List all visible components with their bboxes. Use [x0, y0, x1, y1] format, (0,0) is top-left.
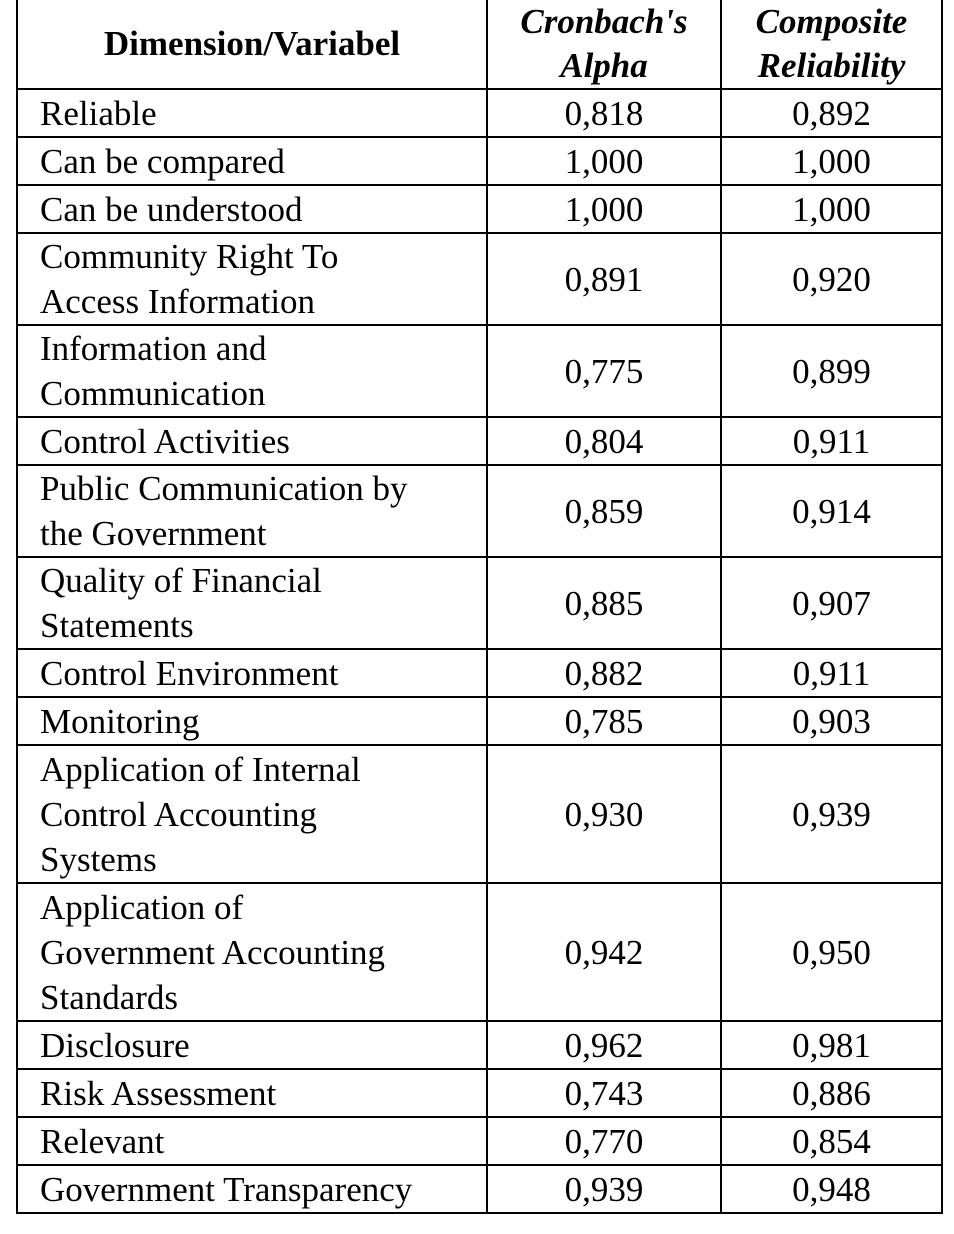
dimension-cell	[17, 1117, 487, 1165]
composite-reliability-value: 0,899	[721, 325, 942, 417]
table-row	[17, 697, 942, 745]
table-body	[17, 89, 942, 1213]
composite-reliability-value: 0,903	[721, 697, 942, 745]
cronbachs-alpha-value: 0,885	[487, 557, 721, 649]
header-cronbachs-alpha	[487, 0, 721, 89]
dimension-cell	[17, 185, 487, 233]
cronbachs-alpha-value: 0,770	[487, 1117, 721, 1165]
table-row	[17, 89, 942, 137]
composite-reliability-value: 0,948	[721, 1165, 942, 1213]
header-alpha-line-1: Cronbach's	[520, 2, 688, 41]
table-row	[17, 233, 942, 325]
reliability-table	[16, 0, 943, 1214]
cronbachs-alpha-value: 0,785	[487, 697, 721, 745]
cronbachs-alpha-value: 1,000	[487, 137, 721, 185]
dimension-label: Community Right To	[40, 237, 339, 276]
composite-reliability-value: 0,981	[721, 1021, 942, 1069]
composite-reliability-value: 0,920	[721, 233, 942, 325]
dimension-label: Standards	[40, 977, 179, 1017]
dimension-cell	[17, 417, 487, 465]
dimension-cell	[17, 697, 487, 745]
table-row	[17, 417, 942, 465]
dimension-label: Government Transparency	[40, 1169, 413, 1209]
dimension-cell	[17, 883, 487, 1021]
cronbachs-alpha-value: 0,818	[487, 89, 721, 137]
composite-reliability-value: 0,854	[721, 1117, 942, 1165]
dimension-label: Access Information	[40, 282, 316, 321]
table-row	[17, 1069, 942, 1117]
composite-reliability-value: 0,892	[721, 89, 942, 137]
header-composite-reliability	[721, 0, 942, 89]
cronbachs-alpha-value: 1,000	[487, 185, 721, 233]
table-header	[17, 0, 942, 89]
composite-reliability-value: 0,914	[721, 465, 942, 557]
dimension-label: Application of	[40, 887, 244, 927]
dimension-label: Can be compared	[40, 141, 285, 181]
composite-reliability-value: 1,000	[721, 137, 942, 185]
dimension-label: Systems	[40, 839, 157, 879]
table-row	[17, 1165, 942, 1213]
cronbachs-alpha-value: 0,962	[487, 1021, 721, 1069]
table-row	[17, 557, 942, 649]
dimension-cell	[17, 89, 487, 137]
header-composite-line-1: Composite	[755, 2, 908, 41]
dimension-label: Control Activities	[40, 421, 290, 461]
dimension-label: Government Accounting	[40, 932, 386, 972]
dimension-label: Monitoring	[40, 701, 200, 741]
cronbachs-alpha-value: 0,930	[487, 745, 721, 883]
cronbachs-alpha-value: 0,942	[487, 883, 721, 1021]
dimension-cell	[17, 745, 487, 883]
header-composite-line-2: Reliability	[757, 46, 906, 85]
dimension-label: Disclosure	[40, 1025, 190, 1065]
table-row	[17, 1117, 942, 1165]
cronbachs-alpha-value: 0,743	[487, 1069, 721, 1117]
dimension-label: Public Communication by	[40, 469, 408, 508]
cronbachs-alpha-value: 0,882	[487, 649, 721, 697]
dimension-cell	[17, 649, 487, 697]
header-dimension-label: Dimension/Variabel	[103, 24, 401, 63]
dimension-label: Information and	[40, 329, 267, 368]
composite-reliability-value: 0,907	[721, 557, 942, 649]
dimension-label: Control Environment	[40, 653, 339, 693]
dimension-cell	[17, 1165, 487, 1213]
cronbachs-alpha-value: 0,859	[487, 465, 721, 557]
dimension-cell	[17, 1021, 487, 1069]
table-row	[17, 1021, 942, 1069]
table-row	[17, 185, 942, 233]
dimension-label: Can be understood	[40, 189, 303, 229]
composite-reliability-value: 0,911	[721, 417, 942, 465]
dimension-label: Risk Assessment	[40, 1073, 277, 1113]
dimension-cell	[17, 233, 487, 325]
dimension-label: Statements	[40, 606, 194, 645]
dimension-label: Relevant	[40, 1121, 165, 1161]
dimension-cell	[17, 557, 487, 649]
composite-reliability-value: 0,939	[721, 745, 942, 883]
dimension-label: Control Accounting	[40, 794, 318, 834]
composite-reliability-value: 1,000	[721, 185, 942, 233]
dimension-label: Reliable	[40, 93, 157, 133]
dimension-label: Quality of Financial	[40, 561, 322, 600]
cronbachs-alpha-value: 0,804	[487, 417, 721, 465]
dimension-label: Application of Internal	[40, 749, 361, 789]
dimension-label: Communication	[40, 374, 266, 413]
composite-reliability-value: 0,886	[721, 1069, 942, 1117]
composite-reliability-value: 0,911	[721, 649, 942, 697]
dimension-cell	[17, 137, 487, 185]
table-row	[17, 649, 942, 697]
cronbachs-alpha-value: 0,891	[487, 233, 721, 325]
header-dimension	[17, 0, 487, 89]
dimension-label: the Government	[40, 514, 267, 553]
table-row	[17, 465, 942, 557]
table-row	[17, 137, 942, 185]
table-row	[17, 745, 942, 883]
header-alpha-line-2: Alpha	[560, 46, 648, 85]
table-row	[17, 883, 942, 1021]
composite-reliability-value: 0,950	[721, 883, 942, 1021]
table-row	[17, 325, 942, 417]
cronbachs-alpha-value: 0,939	[487, 1165, 721, 1213]
cronbachs-alpha-value: 0,775	[487, 325, 721, 417]
dimension-cell	[17, 325, 487, 417]
dimension-cell	[17, 465, 487, 557]
dimension-cell	[17, 1069, 487, 1117]
header-row	[17, 0, 942, 89]
